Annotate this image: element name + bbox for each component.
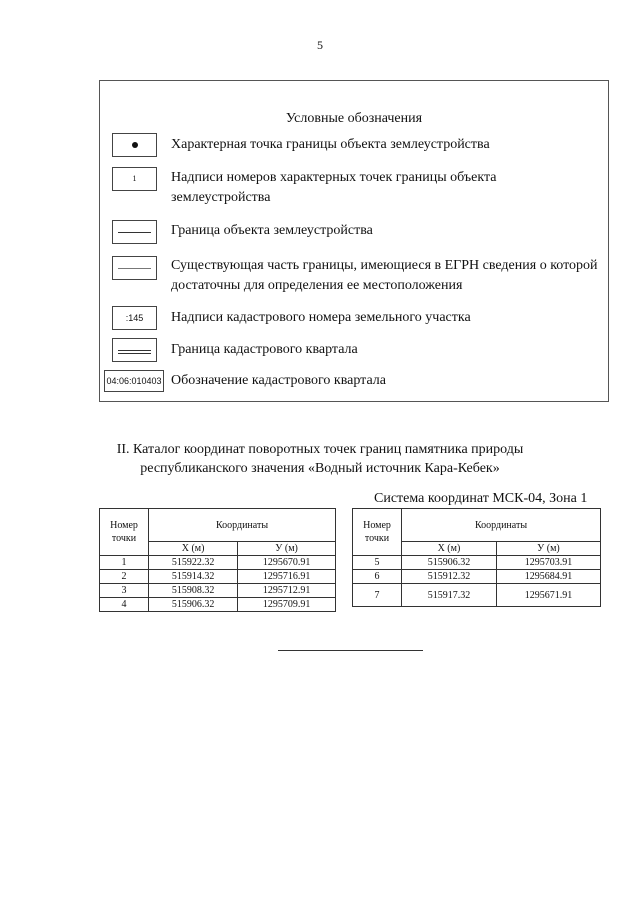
legend-item-text: Характерная точка границы объекта землеустройства	[171, 137, 490, 152]
legend-item-text: Надписи кадастрового номера земельного участка	[171, 310, 471, 325]
quarter-boundary-symbol	[112, 338, 157, 362]
y-cell: 1295670.91	[238, 556, 336, 570]
header-coordinates: Координаты	[402, 509, 601, 542]
dot-icon	[132, 142, 138, 148]
x-cell: 515922.32	[149, 556, 238, 570]
x-cell: 515912.32	[402, 570, 497, 584]
legend-item-text: Граница объекта землеустройства	[171, 223, 373, 238]
legend-item-text: Надписи номеров характерных точек границы объекта землеустройства	[171, 170, 497, 205]
existing-boundary-symbol	[112, 256, 157, 280]
y-cell: 1295716.91	[238, 570, 336, 584]
header-point-number: Номер точки	[100, 509, 149, 556]
page-number: 5	[317, 38, 323, 52]
quarter-designation-sample: 04:06:010403	[106, 376, 162, 386]
catalog-title	[0, 440, 640, 478]
table-row	[353, 584, 601, 607]
table-row	[100, 570, 336, 584]
coordinates-table-left	[99, 508, 336, 612]
point-number-cell: 2	[100, 570, 149, 584]
quarter-designation-symbol	[104, 370, 164, 392]
coordinate-system-label: Система координат МСК-04, Зона 1	[374, 491, 588, 506]
table-row	[100, 598, 336, 612]
y-cell: 1295712.91	[238, 584, 336, 598]
cadastral-number-sample: :145	[125, 313, 144, 323]
boundary-line-icon	[118, 232, 151, 233]
point-number-cell: 1	[100, 556, 149, 570]
legend-item-text: Существующая часть границы, имеющиеся в ЕГРН сведения о которой достаточны для определения ее местоположения	[171, 258, 598, 293]
x-cell: 515906.32	[149, 598, 238, 612]
end-separator-line	[278, 650, 423, 651]
point-number-cell: 4	[100, 598, 149, 612]
cadastral-number-symbol	[112, 306, 157, 330]
x-cell: 515908.32	[149, 584, 238, 598]
header-point-number: Номер точки	[353, 509, 402, 556]
double-line-icon	[118, 350, 151, 351]
catalog-title-line-1: II. Каталог координат поворотных точек границ памятника природы	[116, 442, 524, 457]
y-cell: 1295671.91	[496, 584, 600, 607]
table-row	[100, 556, 336, 570]
x-cell: 515906.32	[402, 556, 497, 570]
object-boundary-symbol	[112, 220, 157, 244]
table-row	[353, 570, 601, 584]
legend-title: Условные обозначения	[285, 111, 423, 126]
point-number-cell: 5	[353, 556, 402, 570]
point-number-cell: 7	[353, 584, 402, 607]
boundary-point-symbol	[112, 133, 157, 157]
point-number-cell: 3	[100, 584, 149, 598]
point-label-symbol	[112, 167, 157, 191]
coordinates-table-right	[352, 508, 601, 607]
legend-item-text: Обозначение кадастрового квартала	[171, 373, 386, 388]
header-x: X (м)	[402, 542, 497, 556]
catalog-title-line-2: республиканского значения «Водный источник Кара-Кебек»	[140, 461, 500, 476]
thin-line-icon	[118, 268, 151, 269]
point-label-sample: 1	[132, 174, 137, 183]
x-cell: 515914.32	[149, 570, 238, 584]
legend-item-text: Граница кадастрового квартала	[171, 342, 358, 357]
x-cell: 515917.32	[402, 584, 497, 607]
y-cell: 1295709.91	[238, 598, 336, 612]
header-x: X (м)	[149, 542, 238, 556]
legend-box	[99, 80, 609, 402]
y-cell: 1295703.91	[496, 556, 600, 570]
table-row	[100, 584, 336, 598]
point-number-cell: 6	[353, 570, 402, 584]
header-coordinates: Координаты	[149, 509, 336, 542]
header-y: У (м)	[496, 542, 600, 556]
table-row	[353, 556, 601, 570]
header-y: У (м)	[238, 542, 336, 556]
y-cell: 1295684.91	[496, 570, 600, 584]
